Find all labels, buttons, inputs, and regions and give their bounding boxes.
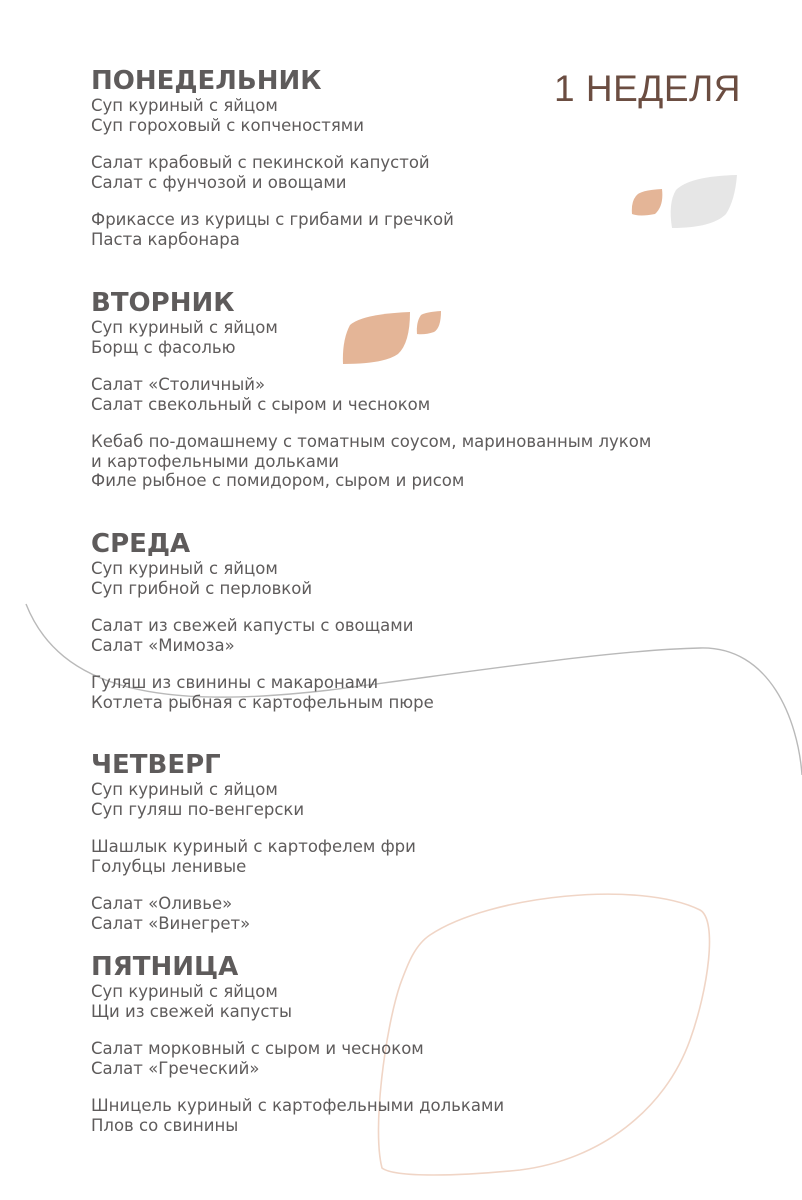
menu-item: Шашлык куриный с картофелем фри [91, 837, 416, 856]
week-title: 1 НЕДЕЛЯ [554, 68, 741, 109]
menu-group-soups [91, 982, 731, 1021]
menu-item: Салат «Оливье» [91, 894, 233, 913]
menu-group-soups [91, 559, 731, 598]
menu-item: Салат «Мимоза» [91, 635, 235, 655]
day-title: ПЯТНИЦА [91, 952, 239, 982]
menu-group [91, 153, 731, 192]
menu-item: Суп гуляш по-венгерски [91, 799, 305, 819]
menu-item: Филе рыбное с помидором, сыром и рисом [91, 471, 465, 490]
menu-item: Котлета рыбная с картофельным пюре [91, 692, 434, 712]
day-tuesday [91, 288, 731, 491]
menu-item: Салат из свежей капусты с овощами [91, 616, 414, 635]
menu-item: Щи из свежей капусты [91, 1001, 293, 1021]
menu-item: Салат «Винегрет» [91, 913, 251, 933]
day-title: ПОНЕДЕЛЬНИК [91, 66, 322, 96]
menu-item: Гуляш из свинины с макаронами [91, 673, 379, 692]
menu-group [91, 210, 731, 249]
menu-group [91, 616, 731, 655]
menu-item: и картофельными дольками [91, 451, 340, 471]
day-wednesday [91, 529, 731, 712]
menu-item: Суп куриный с яйцом [91, 982, 278, 1001]
menu-item: Салат морковный с сыром и чесноком [91, 1039, 424, 1058]
menu-item: Суп куриный с яйцом [91, 559, 278, 578]
menu-item: Кебаб по-домашнему с томатным соусом, маринованным луком [91, 432, 652, 451]
menu-item: Суп куриный с яйцом [91, 96, 278, 115]
menu-item: Салат крабовый с пекинской капустой [91, 153, 430, 172]
menu-item: Борщ с фасолью [91, 337, 236, 357]
menu-group [91, 673, 731, 712]
menu-group-soups [91, 318, 731, 357]
menu-group [91, 432, 731, 491]
menu-item: Суп куриный с яйцом [91, 780, 278, 799]
day-title: СРЕДА [91, 529, 191, 559]
day-title: ВТОРНИК [91, 288, 235, 318]
menu-group-soups [91, 780, 731, 819]
menu-item: Плов со свинины [91, 1115, 239, 1135]
menu-item: Фрикассе из курицы с грибами и гречкой [91, 210, 454, 229]
menu-item: Салат с фунчозой и овощами [91, 172, 347, 192]
menu-group [91, 894, 731, 933]
day-friday [91, 952, 731, 1135]
day-thursday [91, 750, 731, 933]
menu-item: Шницель куриный с картофельными дольками [91, 1096, 505, 1115]
menu-group [91, 1039, 731, 1078]
menu-group [91, 375, 731, 414]
menu-group-soups [91, 96, 731, 135]
menu-item: Салат свекольный с сыром и чесноком [91, 394, 431, 414]
menu-item: Суп грибной с перловкой [91, 578, 313, 598]
menu-item: Голубцы ленивые [91, 856, 247, 876]
day-title: ЧЕТВЕРГ [91, 750, 221, 780]
menu-item: Салат «Столичный» [91, 375, 266, 394]
day-monday [91, 66, 731, 249]
menu-item: Суп гороховый с копченостями [91, 115, 364, 135]
menu-item: Салат «Греческий» [91, 1058, 260, 1078]
menu-group [91, 1096, 731, 1135]
menu-item: Паста карбонара [91, 229, 240, 249]
menu-group [91, 837, 731, 876]
menu-item: Суп куриный с яйцом [91, 318, 278, 337]
